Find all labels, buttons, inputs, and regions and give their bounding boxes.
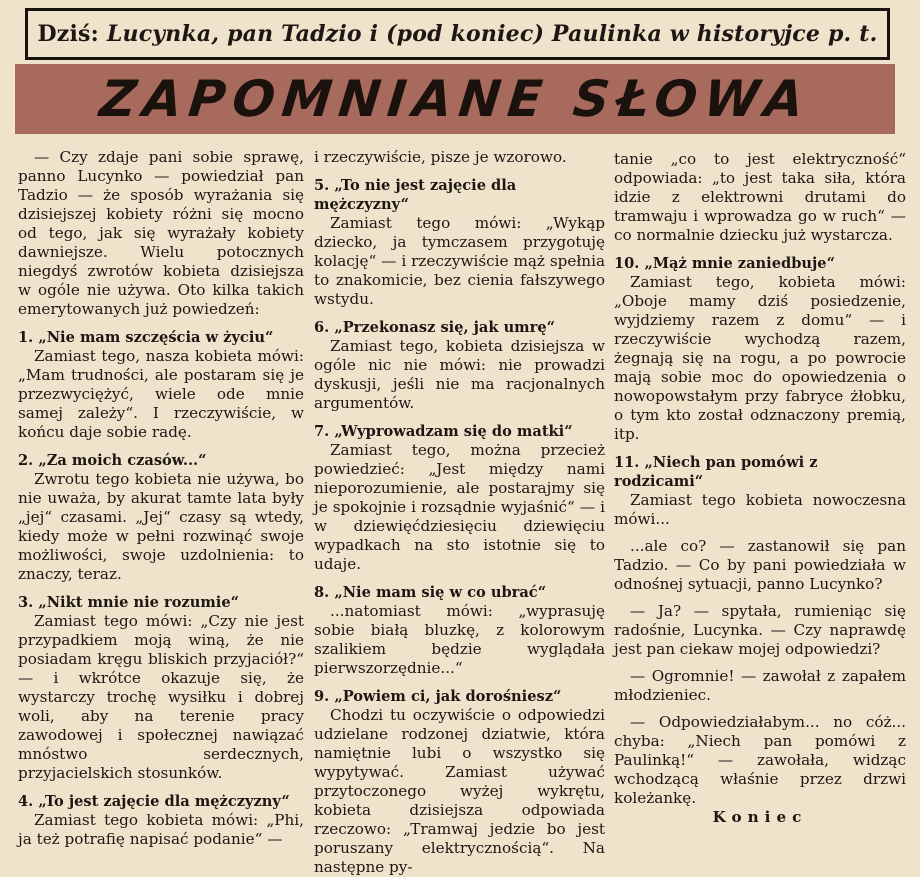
intro-paragraph: — Czy zdaje pani sobie sprawę, panno Lucynko — powiedział pan Tadzio — że sposób wyrażania się dzisiejszej kobiety różni się mocno od tego, jak się wyrażały kobiety dawniejsze. Wielu potocznych niegdyś zwrotów kobieta dzisiejsza w ogóle nie używa. Oto kilka takich emerytowanych już powiedzeń: <box>18 148 304 318</box>
section-text-4: Zamiast tego kobieta mówi: „Phi, ja też potrafię napisać podanie“ — <box>18 811 304 848</box>
header-prefix: Dziś: <box>37 21 99 47</box>
column-2 <box>314 148 605 877</box>
section-heading-6: 6. „Przekonasz się, jak umrę“ <box>314 319 555 336</box>
section-heading-1: 1. „Nie mam szczęścia w życiu“ <box>18 329 274 346</box>
section-heading-10: 10. „Mąż mnie zaniedbuje“ <box>614 255 835 272</box>
section-heading-8: 8. „Nie mam się w co ubrać“ <box>314 584 547 601</box>
section-heading-2: 2. „Za moich czasów...“ <box>18 452 207 469</box>
title-band <box>15 64 895 134</box>
section-text-10: Zamiast tego, kobieta mówi: „Oboje mamy dziś posiedzenie, wyjdziemy razem z domu“ — i rzeczywiście wychodzą razem, żegnają się na rogu, a po powrocie mają sobie moc do opowiedzenia o nowopowstałym przy fabryce żłobku, o tym kto został odznaczony premią, itp. <box>614 273 906 443</box>
section-text-1: Zamiast tego, nasza kobieta mówi: „Mam trudności, ale postaram się je przezwyciężyć, wiele ode mnie samej zależy“. I rzeczywiście, w końcu daje sobie radę. <box>18 347 304 441</box>
section-text-6: Zamiast tego, kobieta dzisiejsza w ogóle nic nie mówi: nie prowadzi dyskusji, jeśli nie ma racjonalnych argumentów. <box>314 337 605 412</box>
section-heading-11: 11. „Niech pan pomówi z rodzicami“ <box>614 454 818 490</box>
section-text-8: ...natomiast mówi: „wyprasuję sobie białą bluzkę, z kolorowym szalikiem będzie wyglądała pierwszorzędnie...“ <box>314 602 605 677</box>
section-heading-5: 5. „To nie jest zajęcie dla mężczyzny“ <box>314 177 517 213</box>
section-text-9-continued: tanie „co to jest elektryczność“ odpowiada: „to jest taka siła, która idzie z elektrowni drutami do tramwaju i wprowadza go w ruch“ — co normalnie dziecku już wystarcza. <box>614 150 906 244</box>
section-text-4-continued: i rzeczywiście, pisze je wzorowo. <box>314 148 567 166</box>
header-text: Lucynka, pan Tadzio i (pod koniec) Paulinka w historyjce p. t. <box>106 21 878 47</box>
end-mark: Koniec <box>712 808 808 826</box>
section-text-9: Chodzi tu oczywiście o odpowiedzi udzielane rodzonej dziatwie, która namiętnie lubi o wszystko się wypytywać. Zamiast używać przytoczonego wyżej wykrętu, kobieta dzisiejsza odpowiada rzeczowo: „Tramwaj jedzie bo jest poruszany elektrycznością“. Na następne py- <box>314 706 605 876</box>
section-heading-4: 4. „To jest zajęcie dla mężczyzny“ <box>18 793 290 810</box>
section-heading-7: 7. „Wyprowadzam się do matki“ <box>314 423 573 440</box>
section-text-2: Zwrotu tego kobieta nie używa, bo nie uważa, by akurat tamte lata były „jej“ czasami. „Jej“ czasy są wtedy, kiedy może w pełni rozwinąć swoje możliwości, swoje uzdolnienia: to znaczy, teraz. <box>18 470 304 583</box>
dialogue-3: — Ogromnie! — zawołał z zapałem młodzieniec. <box>614 667 906 704</box>
article-title: ZAPOMNIANE SŁOWA <box>96 70 814 128</box>
dialogue-2: — Ja? — spytała, rumieniąc się radośnie, Lucynka. — Czy naprawdę jest pan ciekaw mojej odpowiedzi? <box>614 602 906 658</box>
section-text-11: Zamiast tego kobieta nowoczesna mówi... <box>614 491 906 528</box>
column-3 <box>614 150 906 827</box>
section-text-3: Zamiast tego mówi: „Czy nie jest przypadkiem moją winą, że nie posiadam kręgu bliskich przyjaciół?“ — i wkrótce okazuje się, że wystarczy trochę wysiłku i dobrej woli, aby na terenie pracy zawodowej i społecznej nawiązać mnóstwo serdecznych, przyjacielskich stosunków. <box>18 612 304 782</box>
section-text-7: Zamiast tego, można przecież powiedzieć: „Jest między nami nieporozumienie, ale postarajmy się je spokojnie i rozsądnie wyjaśnić“ — i w dziewięćdziesięciu dziewięciu wypadkach na sto istotnie się to udaje. <box>314 441 605 573</box>
section-heading-3: 3. „Nikt mnie nie rozumie“ <box>18 594 239 611</box>
section-text-5: Zamiast tego mówi: „Wykąp dziecko, ja tymczasem przygotuję kolację“ — i rzeczywiście mąż spełnia to znakomicie, bez cienia fałszywego wstydu. <box>314 214 605 308</box>
dialogue-4: — Odpowiedziałabym... no cóż... chyba: „Niech pan pomówi z Paulinką!“ — zawołała, widząc wchodzącą właśnie przez drzwi koleżankę. <box>614 713 906 807</box>
dialogue-1: ...ale co? — zastanowił się pan Tadzio. — Co by pani powiedziała w odnośnej sytuacji, panno Lucynko? <box>614 537 906 593</box>
header-box <box>25 8 890 60</box>
column-1 <box>18 148 304 849</box>
section-heading-9: 9. „Powiem ci, jak dorośniesz“ <box>314 688 562 705</box>
